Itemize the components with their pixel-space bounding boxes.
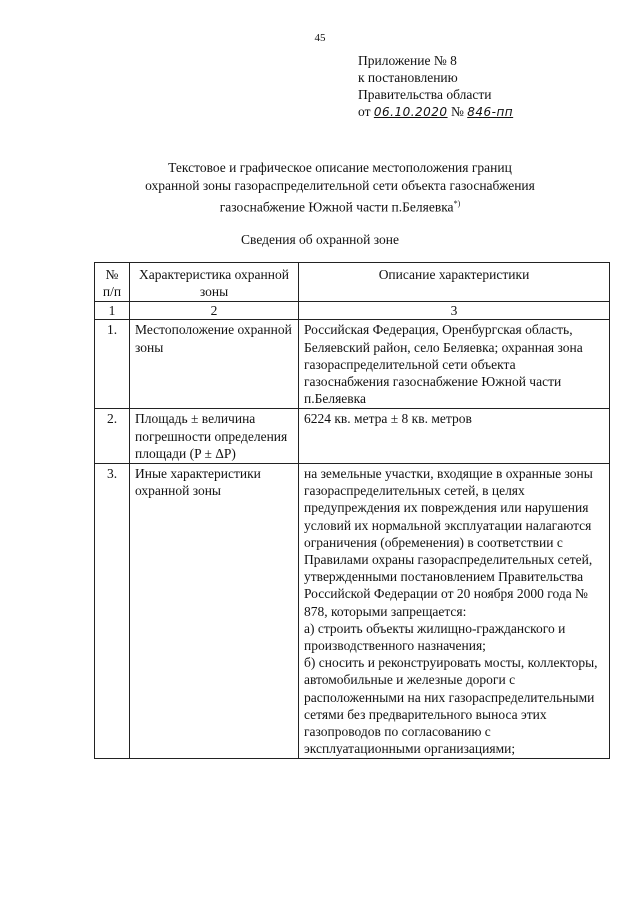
index-cell: 1 <box>95 302 130 320</box>
row-num: 3. <box>95 464 130 759</box>
table-header-row <box>95 263 610 302</box>
title-line-3 <box>60 195 620 217</box>
table-row <box>95 464 610 759</box>
row-characteristic: Иные характеристики охранной зоны <box>130 464 299 759</box>
row-num: 2. <box>95 409 130 464</box>
title-line-3-text: газоснабжение Южной части п.Беляевка <box>219 199 454 215</box>
header-num: № п/п <box>95 263 130 302</box>
appendix-line-3: Правительства области <box>358 87 492 102</box>
row-description: 6224 кв. метра ± 8 кв. метров <box>299 409 610 464</box>
index-cell: 3 <box>299 302 610 320</box>
restriction-item-b: б) сносить и реконструировать мосты, коллекторы, автомобильные и железные дороги с расположенными на них газораспределительными сетями без предварительного выноса этих газопроводов по согласованию с эксплуатационными организациями; <box>304 655 598 757</box>
row-characteristic: Местоположение охранной зоны <box>130 320 299 409</box>
appendix-line-1: Приложение № 8 <box>358 53 457 68</box>
number-sign: № <box>450 104 464 119</box>
row-characteristic: Площадь ± величина погрешности определения площади (P ± ΔP) <box>130 409 299 464</box>
appendix-date-line <box>358 103 513 121</box>
appendix-block <box>358 52 513 121</box>
appendix-line-2: к постановлению <box>358 70 458 85</box>
title-line-1: Текстовое и графическое описание местоположения границ <box>168 160 512 175</box>
index-cell: 2 <box>130 302 299 320</box>
zone-table <box>94 262 610 759</box>
section-subtitle: Сведения об охранной зоне <box>241 232 399 247</box>
header-description: Описание характеристики <box>299 263 610 302</box>
row-description-cell <box>299 464 610 759</box>
handwritten-number: 846-пп <box>467 105 514 119</box>
row-description: Российская Федерация, Оренбургская область, Беляевский район, село Беляевка; охранная зона газораспределительной сети объекта газоснабжения газоснабжение Южной части п.Беляевка <box>299 320 610 409</box>
table-row <box>95 409 610 464</box>
title-line-2: охранной зоны газораспределительной сети объекта газоснабжения <box>145 178 535 193</box>
handwritten-date: 06.10.2020 <box>373 105 448 119</box>
row-description: на земельные участки, входящие в охранные зоны газораспределительных сетей, в целях предупреждения их повреждения или нарушения условий их нормальной эксплуатации налагаются ограничения (обременения) в соответствии с Правилами охраны газораспределительных сетей, утвержденными постановлением Правительства Российской Федерации от 20 ноября 2000 года № 878, которыми запрещается: <box>304 466 593 619</box>
page-number: 45 <box>314 32 326 44</box>
restriction-item-a: а) строить объекты жилищно-гражданского и производственного назначения; <box>304 620 566 654</box>
table-row <box>95 320 610 409</box>
footnote-mark: *) <box>453 199 461 208</box>
from-prefix: от <box>358 104 371 119</box>
header-characteristic: Характеристика охранной зоны <box>130 263 299 302</box>
row-num: 1. <box>95 320 130 409</box>
document-title <box>60 159 620 217</box>
table-index-row <box>95 302 610 320</box>
